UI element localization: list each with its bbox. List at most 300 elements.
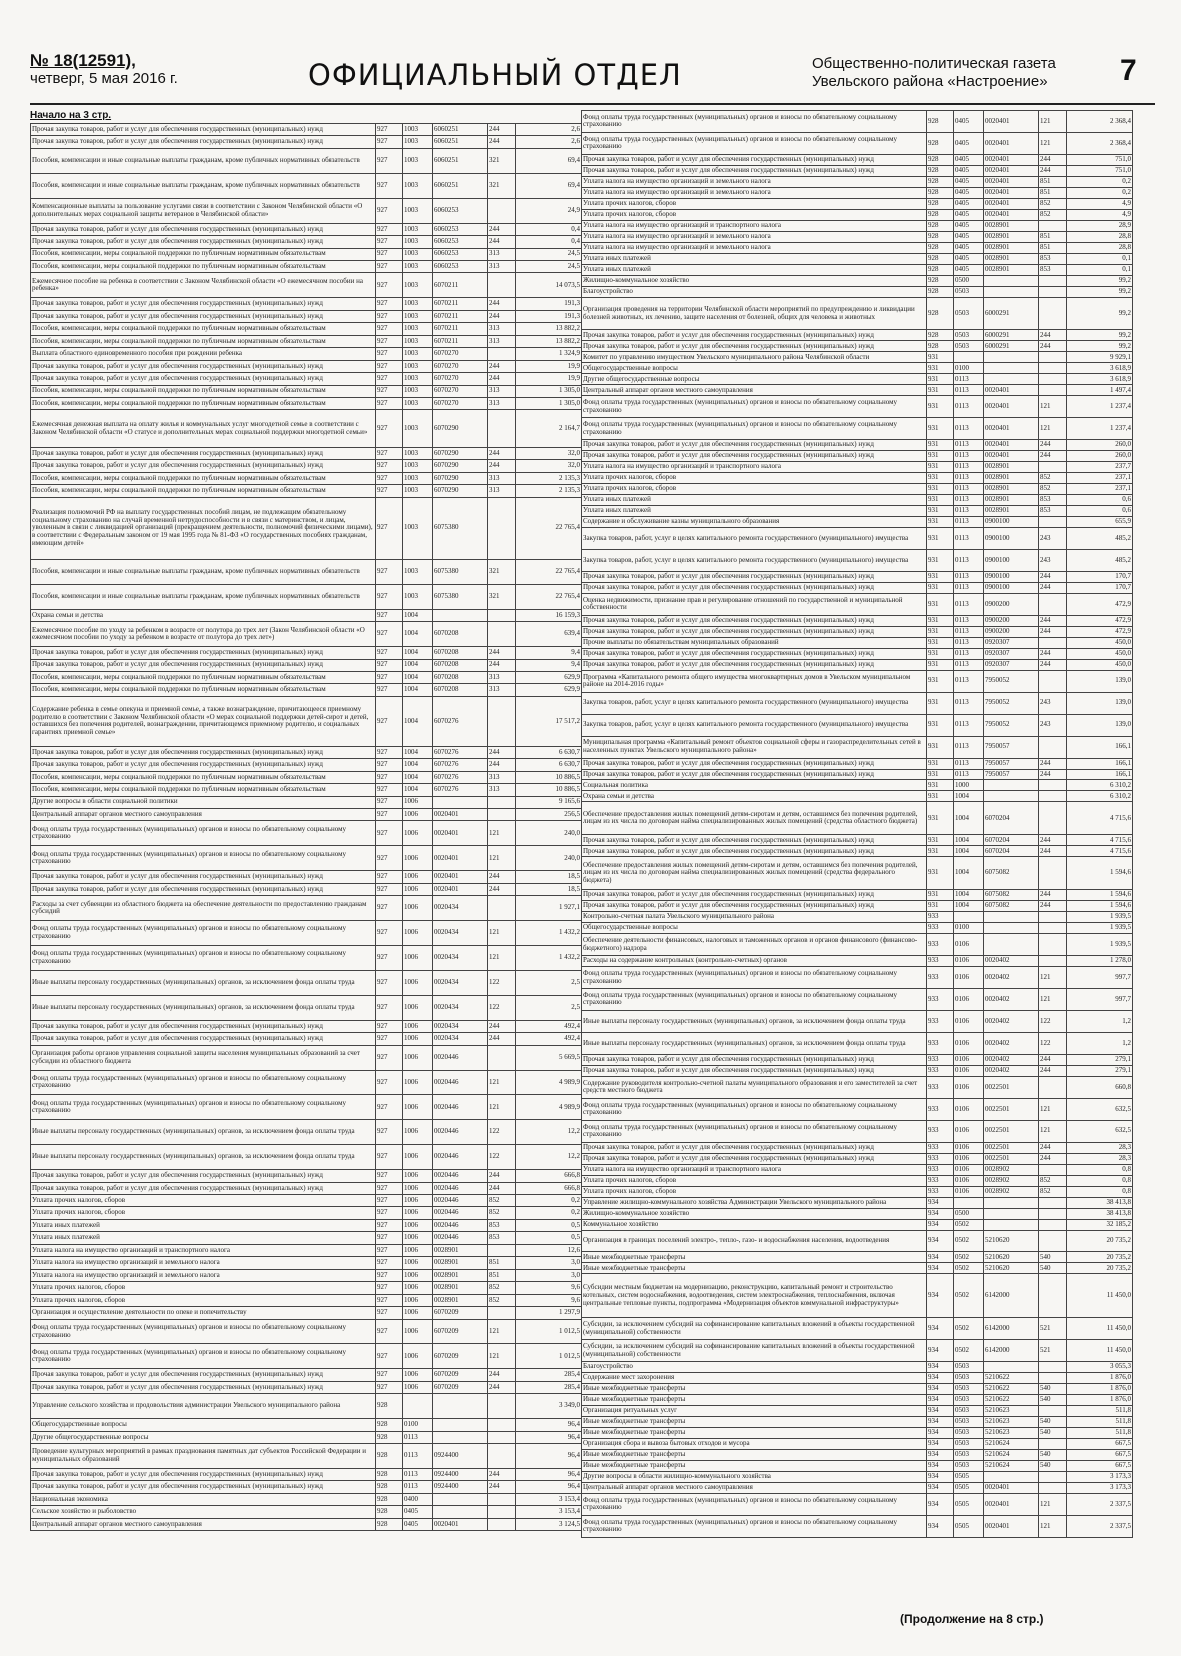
row-expense-type (1039, 1373, 1067, 1384)
row-description: Ежемесячная денежная выплата на оплату жилья и коммунальных услуг многодетной семье в соответствии с Законом Челябинской области «О статусе и дополнительных мерах социальной поддержки многодетной семьи» (31, 410, 376, 447)
row-ministry-code: 927 (376, 1244, 403, 1256)
row-amount: 450,0 (1067, 648, 1133, 659)
row-expense-type (1039, 275, 1067, 286)
row-section-code: 0405 (954, 220, 984, 231)
row-description: Уплата прочих налогов, сборов (582, 198, 927, 209)
row-description: Организация сбора и вывоза бытовых отходов и мусора (582, 1439, 927, 1450)
row-ministry-code: 927 (376, 236, 403, 248)
row-description: Прочая закупка товаров, работ и услуг для обеспечения государственных (муниципальных) нужд (582, 582, 927, 593)
table-row (31, 1444, 582, 1469)
row-target-code: 6070211 (433, 298, 488, 310)
row-section-code: 0100 (403, 1419, 433, 1431)
table-row (582, 1515, 1133, 1537)
row-expense-type: 321 (488, 584, 516, 609)
row-ministry-code: 931 (927, 780, 954, 791)
row-description: Фонд оплаты труда государственных (муниципальных) органов и взносы по обязательному социальному страхованию (31, 846, 376, 871)
row-expense-type (1039, 220, 1067, 231)
row-description: Уплата налога на имущество организаций и земельного налога (582, 176, 927, 187)
row-amount: 28,9 (1067, 220, 1133, 231)
row-section-code: 0503 (954, 1439, 984, 1450)
row-target-code: 7950057 (984, 736, 1039, 758)
row-expense-type: 244 (1039, 582, 1067, 593)
row-ministry-code: 927 (376, 1282, 403, 1294)
row-section-code: 1006 (403, 1232, 433, 1244)
row-ministry-code: 927 (376, 1319, 403, 1344)
row-amount: 2 135,3 (516, 472, 582, 484)
row-ministry-code: 927 (376, 373, 403, 385)
row-description: Комитет по управлению имуществом Увельского муниципального района Челябинской области (582, 352, 927, 363)
row-description: Прочая закупка товаров, работ и услуг для обеспечения государственных (муниципальных) нужд (582, 165, 927, 176)
row-target-code: 0022501 (984, 1142, 1039, 1153)
row-description: Уплата иных платежей (582, 495, 927, 506)
start-note: Начало на 3 стр. (30, 110, 112, 121)
row-target-code: 0020401 (984, 198, 1039, 209)
row-expense-type: 244 (488, 1469, 516, 1481)
row-section-code: 0113 (954, 418, 984, 440)
row-description: Прочая закупка товаров, работ и услуг для обеспечения государственных (муниципальных) нужд (582, 154, 927, 165)
row-ministry-code: 927 (376, 883, 403, 895)
row-expense-type: 121 (488, 1070, 516, 1095)
row-amount: 5 669,5 (516, 1045, 582, 1070)
table-row (31, 1381, 582, 1393)
table-row (31, 871, 582, 883)
row-section-code: 0503 (954, 1428, 984, 1439)
table-row (31, 684, 582, 696)
row-description: Прочая закупка товаров, работ и услуг для обеспечения государственных (муниципальных) нужд (31, 1369, 376, 1381)
row-description: Иные межбюджетные трансферты (582, 1252, 927, 1263)
row-expense-type: 121 (1039, 418, 1067, 440)
row-target-code: 0020401 (433, 883, 488, 895)
row-amount: 32 185,2 (1067, 1219, 1133, 1230)
row-amount: 3 349,0 (516, 1394, 582, 1419)
row-section-code: 1006 (403, 1269, 433, 1281)
row-amount: 2,5 (516, 970, 582, 995)
row-description: Субсидии, за исключением субсидий на софинансирование капитальных вложений в объекты государственной (муниципальной) собственности (582, 1340, 927, 1362)
table-row (31, 323, 582, 335)
row-target-code: 0020401 (984, 111, 1039, 133)
row-ministry-code: 927 (376, 945, 403, 970)
row-description: Общегосударственные вопросы (582, 923, 927, 934)
row-description: Центральный аппарат органов местного самоуправления (31, 1518, 376, 1530)
row-amount: 2 368,4 (1067, 132, 1133, 154)
row-expense-type (1039, 923, 1067, 934)
table-row (582, 714, 1133, 736)
row-section-code: 0500 (954, 1208, 984, 1219)
table-row (582, 198, 1133, 209)
row-description: Уплата иных платежей (582, 506, 927, 517)
row-ministry-code: 927 (376, 260, 403, 272)
row-expense-type (1039, 363, 1067, 374)
row-section-code: 0503 (954, 1461, 984, 1472)
row-description: Прочая закупка товаров, работ и услуг для обеспечения государственных (муниципальных) нужд (31, 1469, 376, 1481)
row-target-code: 0900100 (984, 571, 1039, 582)
row-target-code (984, 1219, 1039, 1230)
row-ministry-code: 931 (927, 648, 954, 659)
row-section-code: 1006 (403, 1045, 433, 1070)
row-target-code: 0020434 (433, 945, 488, 970)
row-target-code: 0020401 (433, 846, 488, 871)
table-row (582, 111, 1133, 133)
row-expense-type: 244 (1039, 440, 1067, 451)
row-amount: 667,5 (1067, 1450, 1133, 1461)
row-target-code (984, 923, 1039, 934)
row-target-code: 6070209 (433, 1369, 488, 1381)
table-row (582, 857, 1133, 890)
row-description: Иные выплаты персоналу государственных (муниципальных) органов, за исключением фонда оплаты труда (31, 1120, 376, 1145)
row-target-code: 0028901 (433, 1294, 488, 1306)
row-section-code: 0502 (954, 1252, 984, 1263)
row-expense-type: 244 (488, 1170, 516, 1182)
row-ministry-code: 934 (927, 1219, 954, 1230)
row-expense-type (1039, 1406, 1067, 1417)
row-ministry-code: 927 (376, 360, 403, 372)
row-amount: 99,2 (1067, 330, 1133, 341)
table-row (582, 484, 1133, 495)
row-description: Прочая закупка товаров, работ и услуг для обеспечения государственных (муниципальных) нужд (582, 1153, 927, 1164)
row-expense-type (1039, 956, 1067, 967)
table-row (582, 780, 1133, 791)
row-target-code: 6070290 (433, 460, 488, 472)
row-target-code: 6060251 (433, 173, 488, 198)
row-description: Прочая закупка товаров, работ и услуг для обеспечения государственных (муниципальных) нужд (582, 440, 927, 451)
row-description: Фонд оплаты труда государственных (муниципальных) органов и взносы по обязательному социальному страхованию (31, 1344, 376, 1369)
row-ministry-code: 931 (927, 714, 954, 736)
row-description: Обеспечение предоставления жилых помещений детям-сиротам и детям, оставшимся без попечения родителей, лицам из их числа по договорам найма специализированных жилых помещений (средства федерального бюджета) (582, 857, 927, 890)
table-row (31, 360, 582, 372)
row-ministry-code: 927 (376, 1033, 403, 1045)
row-target-code: 0924400 (433, 1444, 488, 1469)
row-section-code: 1006 (403, 1381, 433, 1393)
row-section-code: 1006 (403, 1319, 433, 1344)
row-expense-type: 244 (1039, 615, 1067, 626)
row-description: Прочая закупка товаров, работ и услуг для обеспечения государственных (муниципальных) нужд (582, 758, 927, 769)
row-description: Уплата иных платежей (31, 1219, 376, 1231)
row-description: Уплата прочих налогов, сборов (582, 1175, 927, 1186)
row-description: Контрольно-счетная палата Увельского муниципального района (582, 912, 927, 923)
row-description: Национальная экономика (31, 1493, 376, 1505)
table-row (31, 883, 582, 895)
row-ministry-code: 927 (376, 1381, 403, 1393)
row-description: Прочая закупка товаров, работ и услуг для обеспечения государственных (муниципальных) нужд (582, 615, 927, 626)
row-target-code: 6060251 (433, 136, 488, 148)
row-ministry-code: 927 (376, 759, 403, 771)
row-description: Уплата налога на имущество организаций и земельного налога (31, 1257, 376, 1269)
row-expense-type: 851 (488, 1269, 516, 1281)
row-description: Фонд оплаты труда государственных (муниципальных) органов и взносы по обязательному социальному страхованию (582, 418, 927, 440)
row-ministry-code: 928 (376, 1394, 403, 1419)
table-row (582, 1208, 1133, 1219)
row-section-code: 0113 (954, 758, 984, 769)
row-target-code: 6000291 (984, 330, 1039, 341)
row-ministry-code: 931 (927, 615, 954, 626)
row-expense-type: 244 (1039, 1153, 1067, 1164)
row-target-code (984, 1471, 1039, 1482)
row-amount: 1 594,6 (1067, 901, 1133, 912)
row-expense-type: 244 (488, 298, 516, 310)
row-target-code: 0020401 (984, 1482, 1039, 1493)
table-row (31, 1120, 582, 1145)
row-target-code: 0020446 (433, 1120, 488, 1145)
row-description: Прочая закупка товаров, работ и услуг для обеспечения государственных (муниципальных) нужд (582, 659, 927, 670)
row-description: Другие общегосударственные вопросы (31, 1431, 376, 1443)
row-section-code: 0502 (954, 1230, 984, 1252)
row-target-code: 0020434 (433, 1020, 488, 1032)
row-target-code (433, 1394, 488, 1419)
row-target-code: 6070204 (984, 835, 1039, 846)
row-section-code (403, 1394, 433, 1419)
table-row (31, 1419, 582, 1431)
row-section-code: 1004 (403, 771, 433, 783)
row-description: Пособия, компенсации, меры социальной поддержки по публичным нормативным обязательствам (31, 323, 376, 335)
row-expense-type (1039, 912, 1067, 923)
row-description: Прочая закупка товаров, работ и услуг для обеспечения государственных (муниципальных) нужд (31, 647, 376, 659)
row-section-code: 1003 (403, 298, 433, 310)
row-amount: 629,9 (516, 684, 582, 696)
table-row (31, 310, 582, 322)
row-section-code: 0400 (403, 1493, 433, 1505)
row-expense-type: 540 (1039, 1450, 1067, 1461)
row-target-code: 0020446 (433, 1095, 488, 1120)
row-description: Прочие выплаты по обязательствам муниципальных образований (582, 637, 927, 648)
row-expense-type: 243 (1039, 527, 1067, 549)
row-expense-type: 244 (488, 136, 516, 148)
row-ministry-code: 927 (376, 821, 403, 846)
table-row (582, 648, 1133, 659)
row-ministry-code: 934 (927, 1263, 954, 1274)
row-section-code: 1004 (403, 759, 433, 771)
row-amount: 170,7 (1067, 582, 1133, 593)
row-ministry-code: 927 (376, 896, 403, 921)
table-row (31, 746, 582, 758)
row-expense-type: 521 (1039, 1340, 1067, 1362)
row-amount: 22 765,4 (516, 584, 582, 609)
table-row (582, 549, 1133, 571)
row-amount: 0,1 (1067, 253, 1133, 264)
row-section-code: 0113 (954, 648, 984, 659)
table-row (31, 759, 582, 771)
row-amount: 237,7 (1067, 462, 1133, 473)
table-row (31, 273, 582, 298)
table-row (582, 736, 1133, 758)
row-ministry-code: 931 (927, 549, 954, 571)
row-amount: 1 927,1 (516, 896, 582, 921)
table-row (582, 989, 1133, 1011)
row-expense-type: 851 (1039, 176, 1067, 187)
row-expense-type (1039, 1482, 1067, 1493)
row-ministry-code: 931 (927, 374, 954, 385)
row-expense-type (488, 348, 516, 360)
table-row (31, 1244, 582, 1256)
table-row (582, 912, 1133, 923)
row-section-code: 0502 (954, 1219, 984, 1230)
row-description: Прочая закупка товаров, работ и услуг для обеспечения государственных (муниципальных) нужд (31, 124, 376, 136)
table-row (582, 1219, 1133, 1230)
row-amount: 751,0 (1067, 165, 1133, 176)
row-target-code: 0028901 (984, 220, 1039, 231)
row-target-code (433, 609, 488, 621)
row-target-code: 5210620 (984, 1263, 1039, 1274)
row-description: Фонд оплаты труда государственных (муниципальных) органов и взносы по обязательному социальному страхованию (31, 1095, 376, 1120)
row-description: Прочая закупка товаров, работ и услуг для обеспечения государственных (муниципальных) нужд (582, 835, 927, 846)
row-expense-type: 321 (488, 559, 516, 584)
row-description: Пособия, компенсации, меры социальной поддержки по публичным нормативным обязательствам (31, 671, 376, 683)
row-description: Закупка товаров, работ, услуг в целях капитального ремонта государственного (муниципального) имущества (582, 692, 927, 714)
row-section-code: 1003 (403, 236, 433, 248)
table-row (582, 1230, 1133, 1252)
table-row (31, 497, 582, 559)
table-row (31, 921, 582, 946)
row-expense-type: 244 (488, 1033, 516, 1045)
table-row (31, 198, 582, 223)
row-section-code: 1004 (954, 890, 984, 901)
row-amount: 666,8 (516, 1182, 582, 1194)
row-amount: 240,0 (516, 821, 582, 846)
row-amount: 0,8 (1067, 1175, 1133, 1186)
row-section-code: 0505 (954, 1482, 984, 1493)
row-amount: 9,6 (516, 1282, 582, 1294)
row-target-code: 0020402 (984, 1054, 1039, 1065)
row-ministry-code: 934 (927, 1197, 954, 1208)
row-amount: 3 153,4 (516, 1506, 582, 1518)
row-target-code: 5210622 (984, 1384, 1039, 1395)
row-expense-type: 244 (1039, 835, 1067, 846)
row-ministry-code: 927 (376, 323, 403, 335)
row-section-code: 0113 (954, 626, 984, 637)
row-amount: 1 278,0 (1067, 956, 1133, 967)
table-row (582, 330, 1133, 341)
row-section-code: 0113 (954, 736, 984, 758)
row-expense-type: 244 (488, 746, 516, 758)
row-ministry-code: 933 (927, 1175, 954, 1186)
right-column (581, 110, 1132, 1538)
row-section-code: 1003 (403, 124, 433, 136)
row-expense-type (1039, 1219, 1067, 1230)
row-ministry-code: 933 (927, 1142, 954, 1153)
row-section-code: 1006 (403, 808, 433, 820)
table-row (582, 769, 1133, 780)
row-section-code: 0503 (954, 286, 984, 297)
row-description: Прочая закупка товаров, работ и услуг для обеспечения государственных (муниципальных) нужд (31, 1381, 376, 1393)
row-ministry-code: 931 (927, 418, 954, 440)
row-target-code: 0920307 (984, 648, 1039, 659)
row-ministry-code: 933 (927, 1054, 954, 1065)
row-description: Фонд оплаты труда государственных (муниципальных) органов и взносы по обязательному социальному страхованию (31, 821, 376, 846)
row-amount: 0,5 (516, 1219, 582, 1231)
row-amount: 240,0 (516, 846, 582, 871)
row-amount: 1,2 (1067, 1010, 1133, 1032)
row-expense-type: 121 (1039, 1493, 1067, 1515)
row-description: Прочая закупка товаров, работ и услуг для обеспечения государственных (муниципальных) нужд (31, 136, 376, 148)
row-section-code: 0405 (954, 111, 984, 133)
row-amount: 1 297,9 (516, 1307, 582, 1319)
row-expense-type: 122 (1039, 1010, 1067, 1032)
table-row (582, 132, 1133, 154)
row-section-code: 0113 (403, 1481, 433, 1493)
row-section-code: 0503 (954, 1450, 984, 1461)
row-amount: 1 237,4 (1067, 418, 1133, 440)
row-section-code: 1006 (403, 896, 433, 921)
row-ministry-code: 931 (927, 890, 954, 901)
row-section-code: 0106 (954, 967, 984, 989)
table-row (582, 418, 1133, 440)
row-description: Проведение культурных мероприятий в рамках празднования памятных дат субъектов Российской Федерации и муниципальных образований (31, 1444, 376, 1469)
row-expense-type: 851 (1039, 187, 1067, 198)
row-ministry-code: 927 (376, 796, 403, 808)
row-amount: 1 939,5 (1067, 912, 1133, 923)
row-section-code: 0113 (954, 692, 984, 714)
row-section-code: 1006 (403, 1307, 433, 1319)
row-amount: 1 876,0 (1067, 1384, 1133, 1395)
row-description: Прочая закупка товаров, работ и услуг для обеспечения государственных (муниципальных) нужд (31, 298, 376, 310)
table-row (582, 1493, 1133, 1515)
row-amount: 24,9 (516, 198, 582, 223)
row-ministry-code: 933 (927, 1065, 954, 1076)
row-section-code: 0405 (954, 264, 984, 275)
row-expense-type: 852 (488, 1207, 516, 1219)
row-ministry-code: 934 (927, 1428, 954, 1439)
row-target-code: 6070208 (433, 659, 488, 671)
row-description: Организация работы органов управления социальной защиты населения муниципальных образований за счет субсидии из областного бюджета (31, 1045, 376, 1070)
row-description: Общегосударственные вопросы (582, 363, 927, 374)
table-row (31, 1269, 582, 1281)
row-description: Прочая закупка товаров, работ и услуг для обеспечения государственных (муниципальных) нужд (582, 330, 927, 341)
row-amount: 751,0 (1067, 154, 1133, 165)
table-row (582, 1482, 1133, 1493)
row-section-code: 1003 (403, 559, 433, 584)
row-ministry-code: 931 (927, 473, 954, 484)
row-ministry-code: 927 (376, 1145, 403, 1170)
row-expense-type: 540 (1039, 1417, 1067, 1428)
row-expense-type (1039, 1362, 1067, 1373)
row-amount: 0,2 (1067, 187, 1133, 198)
row-target-code: 0020401 (984, 440, 1039, 451)
row-description: Пособия, компенсации, меры социальной поддержки по публичным нормативным обязательствам (31, 784, 376, 796)
row-amount: 279,1 (1067, 1065, 1133, 1076)
row-amount: 11 450,0 (1067, 1340, 1133, 1362)
table-row (31, 348, 582, 360)
row-target-code: 0028902 (984, 1164, 1039, 1175)
left-column (30, 110, 581, 1531)
row-description: Программа «Капитального ремонта общего имущества многоквартирных домов в Увельском муниципальном районе на 2014-2016 годы» (582, 670, 927, 692)
row-expense-type: 122 (488, 995, 516, 1020)
table-row (582, 1263, 1133, 1274)
table-row (582, 1362, 1133, 1373)
row-amount: 1 305,0 (516, 397, 582, 409)
row-target-code: 5210620 (984, 1252, 1039, 1263)
row-section-code: 0113 (403, 1431, 433, 1443)
row-section-code: 1003 (403, 447, 433, 459)
row-target-code: 7950052 (984, 714, 1039, 736)
row-description: Фонд оплаты труда государственных (муниципальных) органов и взносы по обязательному социальному страхованию (582, 111, 927, 133)
row-expense-type: 313 (488, 771, 516, 783)
row-target-code (984, 912, 1039, 923)
row-target-code (984, 1208, 1039, 1219)
continuation-note: (Продолжение на 8 стр.) (900, 1612, 1044, 1626)
table-row (582, 253, 1133, 264)
row-description: Фонд оплаты труда государственных (муниципальных) органов и взносы по обязательному социальному страхованию (582, 1120, 927, 1142)
table-row (31, 410, 582, 447)
row-target-code: 0900100 (984, 527, 1039, 549)
row-description: Пособия, компенсации и иные социальные выплаты гражданам, кроме публичных нормативных обязательств (31, 173, 376, 198)
table-row (582, 1395, 1133, 1406)
row-expense-type: 244 (488, 310, 516, 322)
row-ministry-code: 927 (376, 808, 403, 820)
row-description: Организация ритуальных услуг (582, 1406, 927, 1417)
row-section-code: 1003 (403, 584, 433, 609)
row-expense-type (488, 696, 516, 746)
row-target-code: 5210624 (984, 1461, 1039, 1472)
table-row (582, 1010, 1133, 1032)
